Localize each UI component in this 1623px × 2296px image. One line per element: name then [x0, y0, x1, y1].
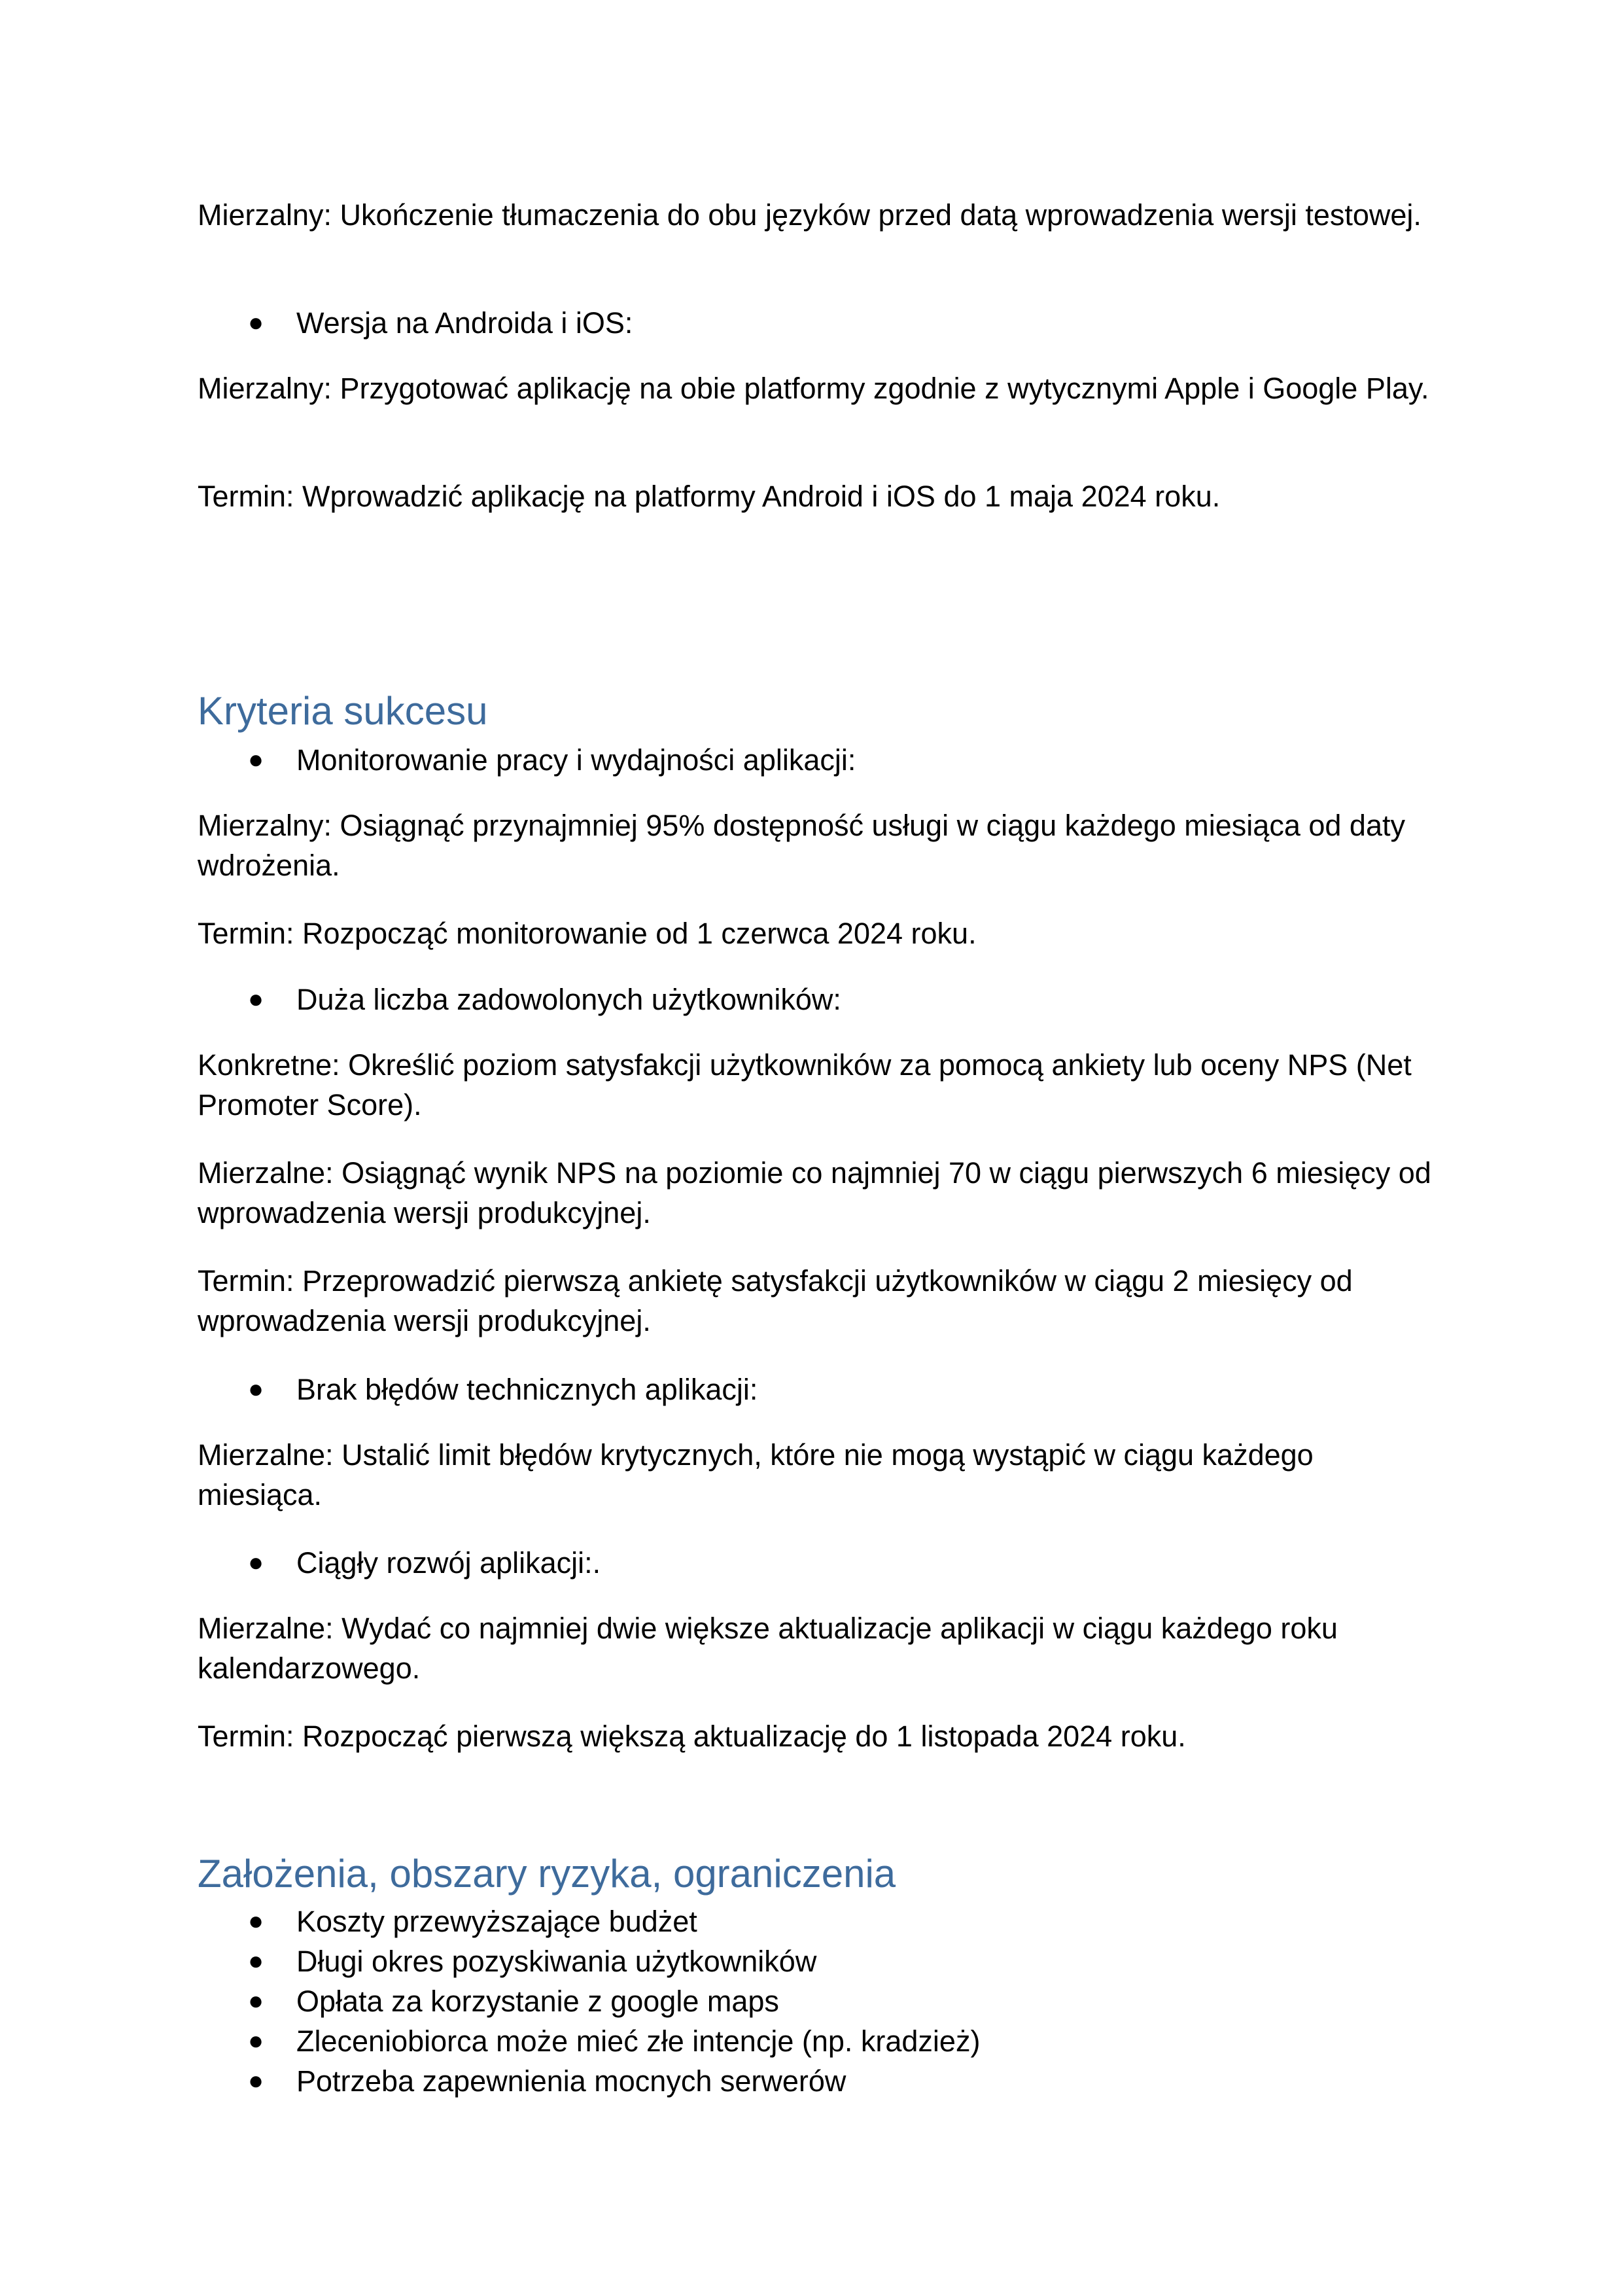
- bullet-text: Wersja na Androida i iOS:: [296, 306, 633, 340]
- risk-item-text: Potrzeba zapewnienia mocnych serwerów: [296, 2064, 846, 2098]
- bullet-monitoring: [198, 740, 1440, 780]
- bullet-text: Brak błędów technicznych aplikacji:: [296, 1373, 758, 1406]
- paragraph-platform-measurable: Mierzalny: Przygotować aplikację na obie platformy zgodnie z wytycznymi Apple i Google Play.: [198, 372, 1429, 405]
- bullet-icon: ●: [248, 1375, 264, 1404]
- bullet-icon: ●: [248, 1987, 264, 2015]
- paragraph-platform-deadline: Termin: Wprowadzić aplikację na platformy Android i iOS do 1 maja 2024 roku.: [198, 480, 1221, 513]
- bullet-android-ios: [198, 303, 1440, 343]
- risk-item-text: Koszty przewyższające budżet: [296, 1905, 697, 1938]
- bullet-icon: ●: [248, 745, 264, 774]
- risk-item-text: Zleceniobiorca może mieć złe intencje (np. kradzież): [296, 2024, 981, 2058]
- bullet-text: Duża liczba zadowolonych użytkowników:: [296, 983, 841, 1016]
- bullet-no-bugs: [198, 1369, 1440, 1409]
- bullet-icon: ●: [248, 2066, 264, 2095]
- paragraph-users-measurable: Mierzalne: Osiągnąć wynik NPS na poziomie co najmniej 70 w ciągu pierwszych 6 miesięcy od wprowadzenia wersji produkcyjnej.: [198, 1156, 1431, 1229]
- paragraph-dev-deadline: Termin: Rozpocząć pierwszą większą aktualizację do 1 listopada 2024 roku.: [198, 1720, 1186, 1753]
- risk-item-text: Opłata za korzystanie z google maps: [296, 1985, 779, 2018]
- risk-item: [198, 1901, 1440, 1941]
- risk-item: [198, 2061, 1440, 2101]
- risk-item: [198, 1981, 1440, 2021]
- bullet-satisfied-users: [198, 980, 1440, 1019]
- bullet-icon: ●: [248, 1548, 264, 1577]
- heading-risks: Założenia, obszary ryzyka, ograniczenia: [198, 1852, 896, 1896]
- paragraph-dev-measurable: Mierzalne: Wydać co najmniej dwie większe aktualizacje aplikacji w ciągu każdego roku kalendarzowego.: [198, 1612, 1338, 1685]
- paragraph-monitoring-deadline: Termin: Rozpocząć monitorowanie od 1 czerwca 2024 roku.: [198, 917, 977, 950]
- paragraph-bugs-measurable: Mierzalne: Ustalić limit błędów krytycznych, które nie mogą wystąpić w ciągu każdego miesiąca.: [198, 1438, 1314, 1511]
- bullet-text: Ciągły rozwój aplikacji:.: [296, 1546, 601, 1580]
- paragraph-users-specific: Konkretne: Określić poziom satysfakcji użytkowników za pomocą ankiety lub oceny NPS (Net Promoter Score).: [198, 1048, 1412, 1122]
- paragraph-translation-measurable: Mierzalny: Ukończenie tłumaczenia do obu języków przed datą wprowadzenia wersji testowej.: [198, 198, 1422, 232]
- bullet-icon: ●: [248, 985, 264, 1014]
- heading-success-criteria: Kryteria sukcesu: [198, 689, 488, 733]
- bullet-icon: ●: [248, 1947, 264, 1975]
- paragraph-monitoring-measurable: Mierzalny: Osiągnąć przynajmniej 95% dostępność usługi w ciągu każdego miesiąca od daty wdrożenia.: [198, 809, 1405, 882]
- bullet-text: Monitorowanie pracy i wydajności aplikacji:: [296, 743, 856, 777]
- risk-item: [198, 2021, 1440, 2061]
- bullet-icon: ●: [248, 1907, 264, 1935]
- risk-item-text: Długi okres pozyskiwania użytkowników: [296, 1945, 817, 1978]
- risk-item: [198, 1941, 1440, 1981]
- bullet-icon: ●: [248, 308, 264, 337]
- bullet-icon: ●: [248, 2026, 264, 2055]
- bullet-continuous-dev: [198, 1543, 1440, 1583]
- paragraph-users-deadline: Termin: Przeprowadzić pierwszą ankietę satysfakcji użytkowników w ciągu 2 miesięcy od wprowadzenia wersji produkcyjnej.: [198, 1264, 1353, 1337]
